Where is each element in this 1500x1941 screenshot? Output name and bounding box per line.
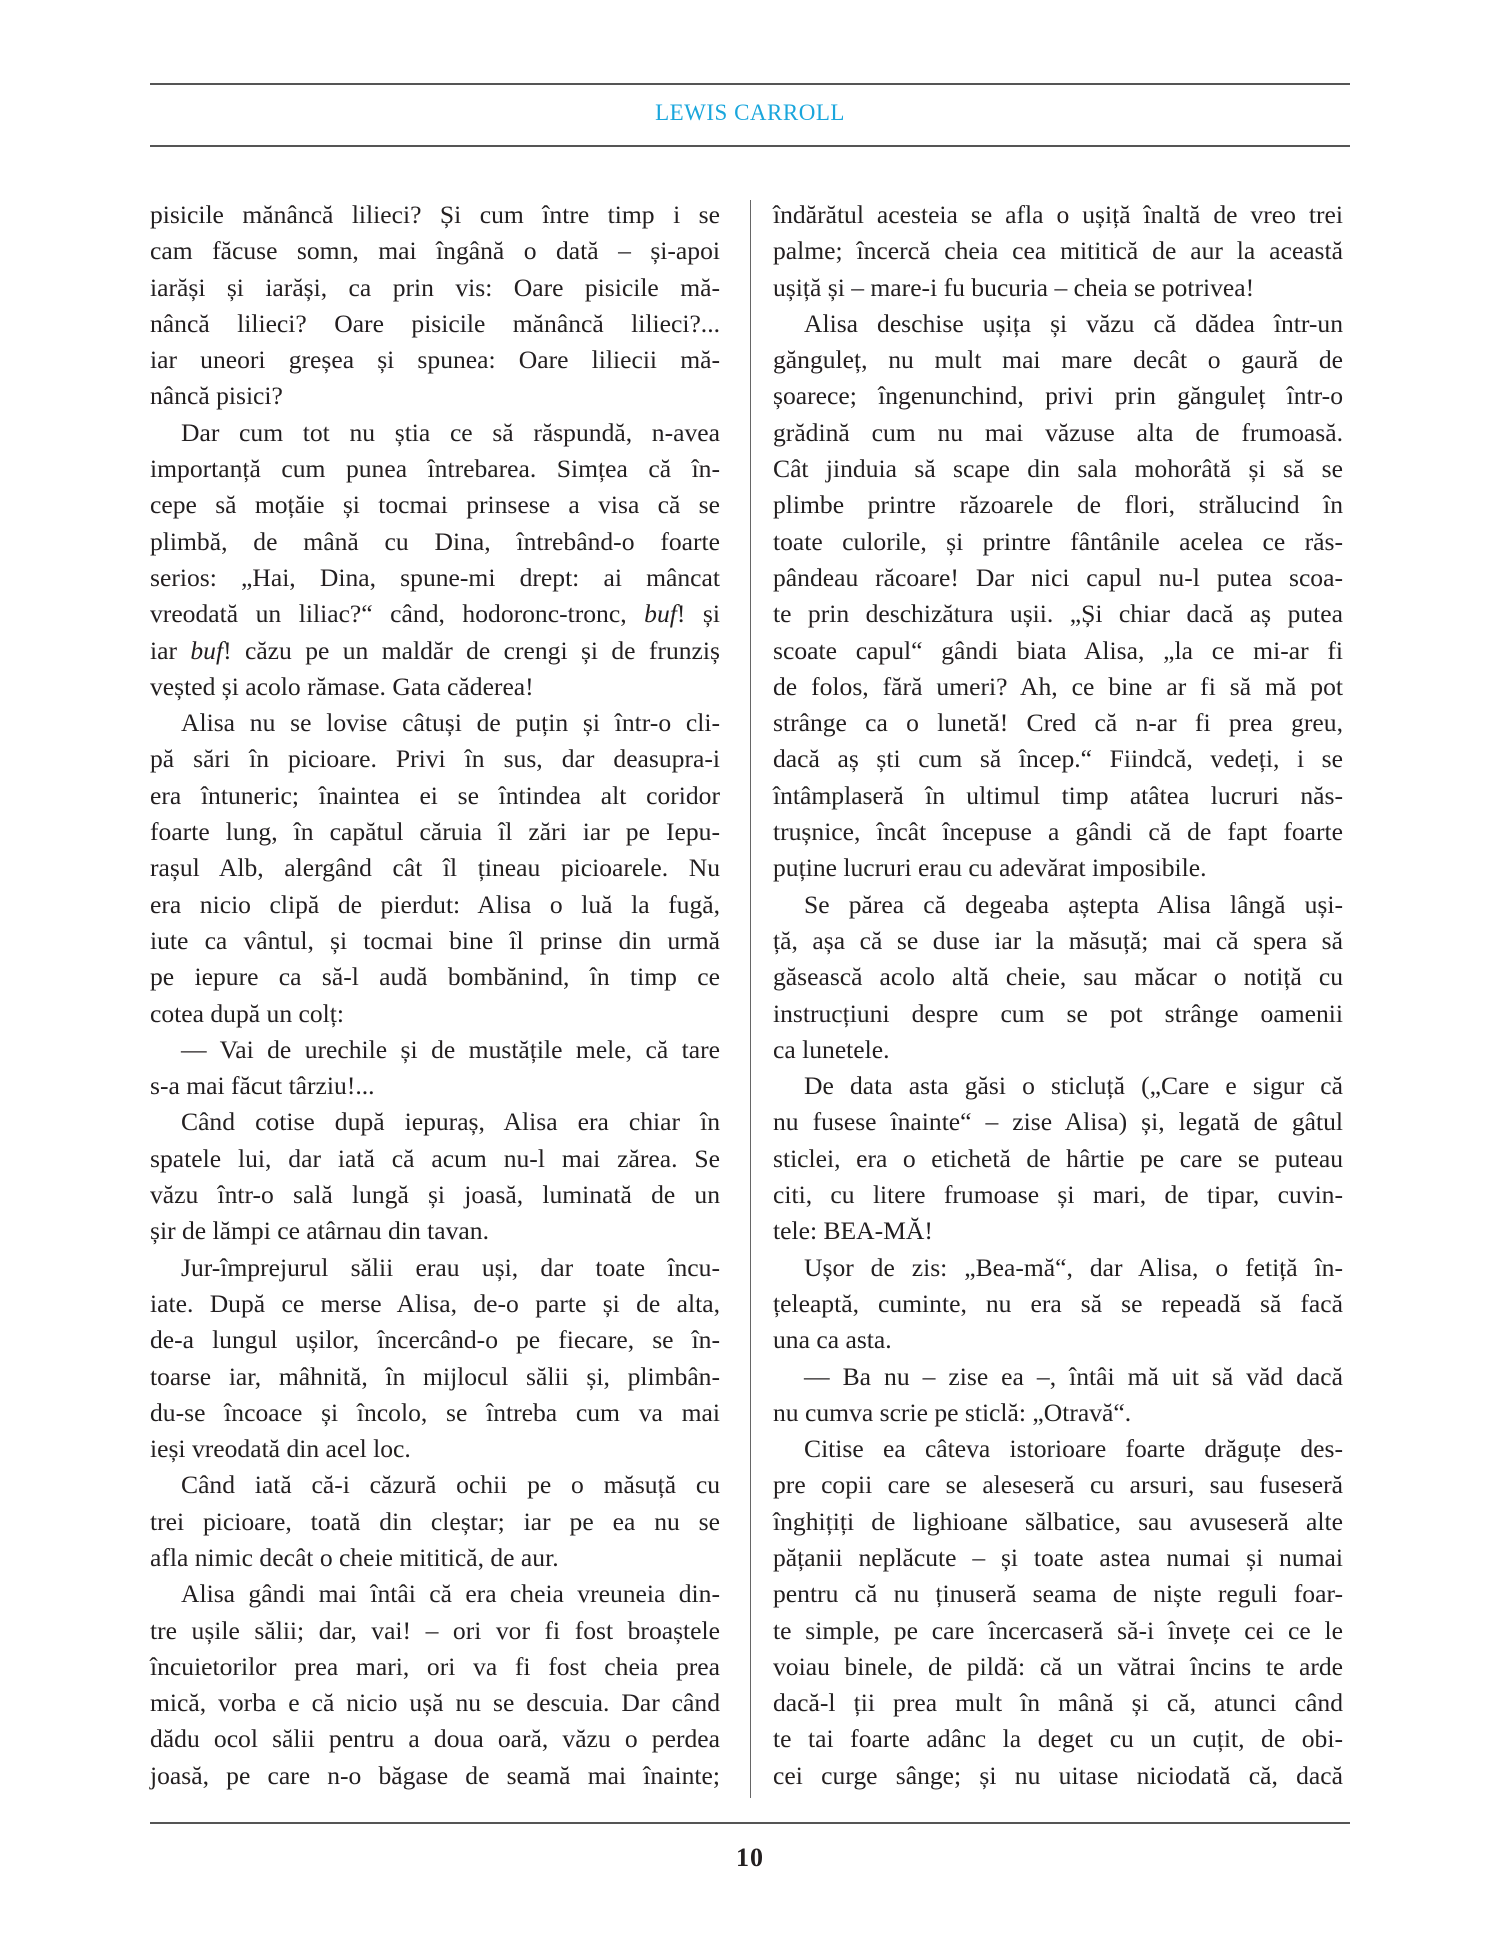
text-line: veșted și acolo rămase. Gata căderea! xyxy=(150,671,534,701)
text-line: plimbă, de mână cu Dina, întrebând-o foarte xyxy=(150,526,720,556)
text-line: iarăși și iarăși, ca prin vis: Oare pisicile mă- xyxy=(150,272,720,302)
text-line: Se părea că degeaba aștepta Alisa lângă uși- xyxy=(804,889,1343,919)
text-line: iute ca vântul, și tocmai bine îl prinse din urmă xyxy=(150,925,720,955)
text-line: te prin deschizătura ușii. „Și chiar dacă aș putea xyxy=(773,599,1343,629)
text-line: tele: BEA-MĂ! xyxy=(773,1216,933,1246)
text-line: afla nimic decât o cheie mititică, de aur. xyxy=(150,1542,559,1572)
text-line: te simple, pe care încercaseră să-i învețe cei ce le xyxy=(773,1615,1343,1645)
text-line: sticlei, era o etichetă de hârtie pe care se puteau xyxy=(773,1143,1343,1173)
text-line: pre copii care se aleseseră cu arsuri, sau fuseseră xyxy=(773,1470,1343,1500)
text-line: — Vai de urechile și de mustățile mele, că tare xyxy=(181,1034,720,1064)
text-line: nâncă lilieci? Oare pisicile mănâncă lilieci?... xyxy=(150,308,720,338)
text-line: ca lunetele. xyxy=(773,1034,890,1064)
running-head-author: LEWIS CARROLL xyxy=(655,100,845,125)
text-line: foarte lung, în capătul căruia îl zări iar pe Iepu- xyxy=(150,817,720,847)
footer-rule xyxy=(150,1822,1350,1824)
text-line: cam făcuse somn, mai îngână o dată – și-apoi xyxy=(150,236,720,266)
column-divider xyxy=(750,200,751,1798)
text-line: puține lucruri erau cu adevărat imposibile. xyxy=(773,853,1207,883)
text-line: nu cumva scrie pe sticlă: „Otravă“. xyxy=(773,1397,1132,1427)
right-text-column xyxy=(773,197,1343,1794)
text-line: una ca asta. xyxy=(773,1325,892,1355)
text-line: plimbe printre răzoarele de flori, strălucind în xyxy=(773,490,1343,520)
text-line: Alisa gândi mai întâi că era cheia vreuneia din- xyxy=(181,1579,720,1609)
text-line: strânge ca o lunetă! Cred că n-ar fi prea greu, xyxy=(773,708,1343,738)
text-line: pentru că nu ținuseră seama de niște reguli foar- xyxy=(773,1579,1343,1609)
page-number: 10 xyxy=(736,1843,764,1872)
text-line: palme; încercă cheia cea mititică de aur la această xyxy=(773,236,1343,266)
header-rule-top xyxy=(150,83,1350,85)
text-line: gănguleț, nu mult mai mare decât o gaură de xyxy=(773,345,1343,375)
text-line: toarse iar, mâhnită, în mijlocul sălii și, plimbân- xyxy=(150,1361,720,1391)
text-line: dădu ocol sălii pentru a doua oară, văzu o perdea xyxy=(150,1724,720,1754)
text-line: era nicio clipă de pierdut: Alisa o luă la fugă, xyxy=(150,889,720,919)
left-text-column xyxy=(150,197,720,1794)
text-line: ță, așa că se duse iar la măsuță; mai că spera să xyxy=(773,925,1343,955)
text-line: cei curge sânge; și nu uitase niciodată că, dacă xyxy=(773,1760,1343,1790)
text-line: De data asta găsi o sticluță („Care e sigur că xyxy=(804,1071,1343,1101)
text-line: încuietorilor prea mari, ori va fi fost cheia prea xyxy=(150,1651,720,1681)
text-line: de-a lungul ușilor, încercând-o pe fiecare, se în- xyxy=(150,1325,720,1355)
text-line: pățanii neplăcute – și toate astea numai și numai xyxy=(773,1542,1343,1572)
text-line: iar buf! căzu pe un maldăr de crengi și de frunziș xyxy=(150,635,720,665)
text-line: rașul Alb, alergând cât îl țineau picioarele. Nu xyxy=(150,853,720,883)
text-line: pisicile mănâncă lilieci? Și cum între timp i se xyxy=(150,200,720,229)
text-line: Jur-împrejurul sălii erau uși, dar toate încu- xyxy=(181,1252,720,1282)
text-line: Dar cum tot nu știa ce să răspundă, n-avea xyxy=(181,417,720,447)
text-line: tre ușile sălii; dar, vai! – ori vor fi fost broaștele xyxy=(150,1615,720,1645)
text-line: Când cotise după iepuraș, Alisa era chiar în xyxy=(181,1107,720,1137)
text-line: țeleaptă, cuminte, nu era să se repeadă să facă xyxy=(773,1288,1343,1318)
text-line: du-se încoace și încolo, se întreba cum va mai xyxy=(150,1397,720,1427)
text-line: cotea după un colț: xyxy=(150,998,345,1028)
text-line: Ușor de zis: „Bea-mă“, dar Alisa, o fetiță în- xyxy=(804,1252,1343,1282)
text-line: de folos, fără umeri? Ah, ce bine ar fi să mă pot xyxy=(773,671,1343,701)
text-line: era întuneric; înaintea ei se întindea alt coridor xyxy=(150,780,720,810)
text-line: dacă aș ști cum să încep.“ Fiindcă, vedeți, i se xyxy=(773,744,1343,774)
text-line: șir de lămpi ce atârnau din tavan. xyxy=(150,1216,489,1246)
text-line: pă sări în picioare. Privi în sus, dar deasupra-i xyxy=(150,744,720,774)
text-line: nâncă pisici? xyxy=(150,381,283,411)
text-line: ușiță și – mare-i fu bucuria – cheia se potrivea! xyxy=(773,272,1255,302)
text-line: Cât jinduia să scape din sala mohorâtă și să se xyxy=(773,454,1343,484)
text-line: îndărătul acesteia se afla o ușiță înaltă de vreo trei xyxy=(773,200,1343,229)
text-line: instrucțiuni despre cum se pot strânge oamenii xyxy=(773,998,1343,1028)
text-line: șoarece; îngenunchind, privi prin gănguleț într-o xyxy=(773,381,1343,411)
text-line: ieși vreodată din acel loc. xyxy=(150,1434,411,1464)
text-line: spatele lui, dar iată că acum nu-l mai zărea. Se xyxy=(150,1143,720,1173)
text-line: cepe să moțăie și tocmai prinsese a visa că se xyxy=(150,490,720,520)
text-line: — Ba nu – zise ea –, întâi mă uit să văd dacă xyxy=(804,1361,1343,1391)
text-line: scoate capul“ gândi biata Alisa, „la ce mi-ar fi xyxy=(773,635,1343,665)
text-line: voiau binele, de pildă: că un vătrai încins te arde xyxy=(773,1651,1343,1681)
text-line: găsească acolo altă cheie, sau măcar o notiță cu xyxy=(773,962,1343,992)
text-line: Când iată că-i căzură ochii pe o măsuță cu xyxy=(181,1470,720,1500)
text-line: Alisa deschise ușița și văzu că dădea într-un xyxy=(804,308,1343,338)
text-line: grădină cum nu mai văzuse alta de frumoasă. xyxy=(773,417,1343,447)
header-rule-bottom xyxy=(150,145,1350,147)
text-line: vreodată un liliac?“ când, hodoronc-tronc, buf! și xyxy=(150,599,720,629)
text-line: pe iepure ca să-l audă bombănind, în timp ce xyxy=(150,962,720,992)
text-line: întâmplaseră în ultimul timp atâtea lucruri năs- xyxy=(773,780,1343,810)
text-line: trei picioare, toată din cleștar; iar pe ea nu se xyxy=(150,1506,720,1536)
text-line: s-a mai făcut târziu!... xyxy=(150,1071,375,1101)
text-line: citi, cu litere frumoase și mari, de tipar, cuvin- xyxy=(773,1180,1343,1210)
text-line: dacă-l ții prea mult în mână și că, atunci când xyxy=(773,1688,1343,1718)
text-line: înghițiți de lighioane sălbatice, sau avuseseră alte xyxy=(773,1506,1343,1536)
text-line: serios: „Hai, Dina, spune-mi drept: ai mâncat xyxy=(150,562,720,592)
text-line: pândeau răcoare! Dar nici capul nu-l putea scoa- xyxy=(773,562,1343,592)
text-line: toate culorile, și printre fântânile acelea ce răs- xyxy=(773,526,1343,556)
text-line: iar uneori greșea și spunea: Oare liliecii mă- xyxy=(150,345,720,375)
text-line: văzu într-o sală lungă și joasă, luminată de un xyxy=(150,1180,720,1210)
text-line: mică, vorba e că nicio ușă nu se descuia. Dar când xyxy=(150,1688,720,1718)
text-line: importanță cum punea întrebarea. Simțea că în- xyxy=(150,454,720,484)
text-line: Citise ea câteva istorioare foarte drăguțe des- xyxy=(804,1434,1343,1464)
text-line: te tai foarte adânc la deget cu un cuțit, de obi- xyxy=(773,1724,1343,1754)
text-line: Alisa nu se lovise câtuși de puțin și într-o cli- xyxy=(181,708,720,738)
text-line: nu fusese înainte“ – zise Alisa) și, legată de gâtul xyxy=(773,1107,1343,1137)
text-line: iate. După ce merse Alisa, de-o parte și de alta, xyxy=(150,1288,720,1318)
text-line: trușnice, încât începuse a gândi că de fapt foarte xyxy=(773,817,1343,847)
text-line: joasă, pe care n-o băgase de seamă mai înainte; xyxy=(150,1760,720,1790)
